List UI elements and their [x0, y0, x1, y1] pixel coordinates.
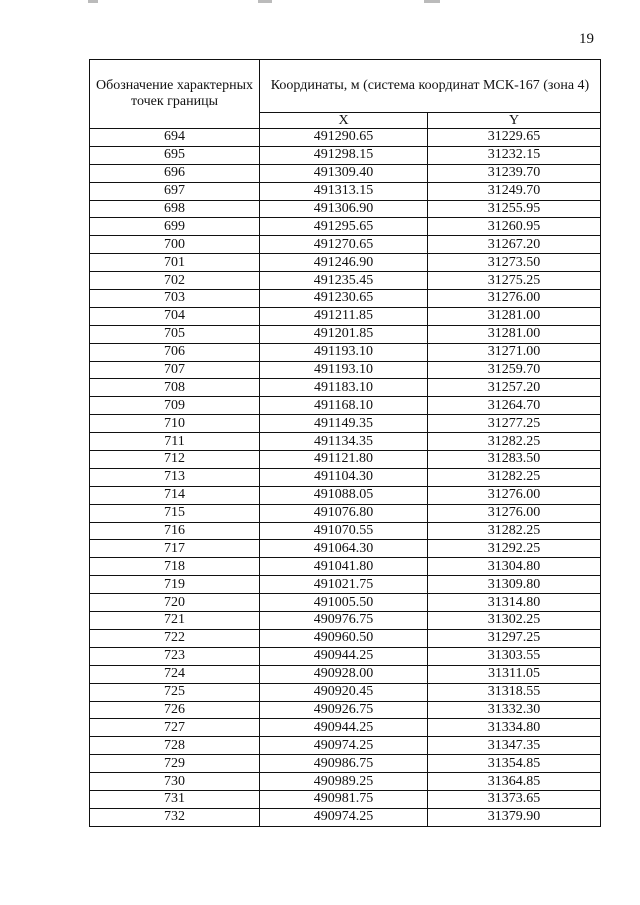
x-coordinate-cell: 491235.45 — [260, 272, 428, 290]
point-id-cell: 695 — [90, 146, 260, 164]
x-coordinate-cell: 491306.90 — [260, 200, 428, 218]
point-id-cell: 697 — [90, 182, 260, 200]
table-row — [90, 486, 601, 504]
y-coordinate-cell: 31282.25 — [428, 522, 601, 540]
x-coordinate-cell: 491183.10 — [260, 379, 428, 397]
header-x: X — [260, 113, 428, 129]
x-coordinate-cell: 491149.35 — [260, 415, 428, 433]
x-coordinate-cell: 491309.40 — [260, 164, 428, 182]
y-coordinate-cell: 31259.70 — [428, 361, 601, 379]
table-row — [90, 343, 601, 361]
point-id-cell: 716 — [90, 522, 260, 540]
x-coordinate-cell: 491070.55 — [260, 522, 428, 540]
x-coordinate-cell: 490981.75 — [260, 790, 428, 808]
table-row — [90, 629, 601, 647]
y-coordinate-cell: 31276.00 — [428, 504, 601, 522]
table-row — [90, 790, 601, 808]
table-row — [90, 218, 601, 236]
y-coordinate-cell: 31309.80 — [428, 576, 601, 594]
x-coordinate-cell: 491298.15 — [260, 146, 428, 164]
y-coordinate-cell: 31314.80 — [428, 594, 601, 612]
y-coordinate-cell: 31318.55 — [428, 683, 601, 701]
point-id-cell: 696 — [90, 164, 260, 182]
point-id-cell: 699 — [90, 218, 260, 236]
point-id-cell: 700 — [90, 236, 260, 254]
point-id-cell: 704 — [90, 307, 260, 325]
point-id-cell: 727 — [90, 719, 260, 737]
point-id-cell: 732 — [90, 808, 260, 826]
scan-edge-marks — [0, 0, 640, 8]
table-row — [90, 701, 601, 719]
x-coordinate-cell: 490974.25 — [260, 808, 428, 826]
x-coordinate-cell: 491088.05 — [260, 486, 428, 504]
y-coordinate-cell: 31281.00 — [428, 307, 601, 325]
point-id-cell: 720 — [90, 594, 260, 612]
point-id-cell: 725 — [90, 683, 260, 701]
point-id-cell: 708 — [90, 379, 260, 397]
table-row — [90, 683, 601, 701]
x-coordinate-cell: 491270.65 — [260, 236, 428, 254]
table-row — [90, 755, 601, 773]
x-coordinate-cell: 490976.75 — [260, 612, 428, 630]
x-coordinate-cell: 491041.80 — [260, 558, 428, 576]
point-id-cell: 729 — [90, 755, 260, 773]
y-coordinate-cell: 31379.90 — [428, 808, 601, 826]
y-coordinate-cell: 31282.25 — [428, 468, 601, 486]
table-row — [90, 540, 601, 558]
table-row — [90, 200, 601, 218]
point-id-cell: 702 — [90, 272, 260, 290]
point-id-cell: 719 — [90, 576, 260, 594]
y-coordinate-cell: 31303.55 — [428, 647, 601, 665]
point-id-cell: 709 — [90, 397, 260, 415]
x-coordinate-cell: 490928.00 — [260, 665, 428, 683]
point-id-cell: 712 — [90, 451, 260, 469]
y-coordinate-cell: 31264.70 — [428, 397, 601, 415]
point-id-cell: 718 — [90, 558, 260, 576]
table-row — [90, 433, 601, 451]
y-coordinate-cell: 31267.20 — [428, 236, 601, 254]
point-id-cell: 707 — [90, 361, 260, 379]
point-id-cell: 721 — [90, 612, 260, 630]
y-coordinate-cell: 31283.50 — [428, 451, 601, 469]
y-coordinate-cell: 31364.85 — [428, 773, 601, 791]
table-row — [90, 236, 601, 254]
y-coordinate-cell: 31273.50 — [428, 254, 601, 272]
point-id-cell: 723 — [90, 647, 260, 665]
y-coordinate-cell: 31334.80 — [428, 719, 601, 737]
table-row — [90, 146, 601, 164]
x-coordinate-cell: 491021.75 — [260, 576, 428, 594]
point-id-cell: 717 — [90, 540, 260, 558]
x-coordinate-cell: 491201.85 — [260, 325, 428, 343]
y-coordinate-cell: 31302.25 — [428, 612, 601, 630]
y-coordinate-cell: 31249.70 — [428, 182, 601, 200]
point-id-cell: 698 — [90, 200, 260, 218]
x-coordinate-cell: 491104.30 — [260, 468, 428, 486]
table-row — [90, 451, 601, 469]
table-row — [90, 290, 601, 308]
table-row — [90, 415, 601, 433]
point-id-cell: 731 — [90, 790, 260, 808]
header-coordinates: Координаты, м (система координат МСК-167 (зона 4) — [260, 60, 601, 113]
x-coordinate-cell: 490926.75 — [260, 701, 428, 719]
point-id-cell: 730 — [90, 773, 260, 791]
table-row — [90, 325, 601, 343]
table-row — [90, 361, 601, 379]
point-id-cell: 724 — [90, 665, 260, 683]
point-id-cell: 715 — [90, 504, 260, 522]
point-id-cell: 722 — [90, 629, 260, 647]
y-coordinate-cell: 31275.25 — [428, 272, 601, 290]
y-coordinate-cell: 31229.65 — [428, 129, 601, 147]
x-coordinate-cell: 491134.35 — [260, 433, 428, 451]
table-row — [90, 558, 601, 576]
y-coordinate-cell: 31292.25 — [428, 540, 601, 558]
point-id-cell: 701 — [90, 254, 260, 272]
header-point-label: Обозначение характерных точек границы — [90, 60, 260, 129]
table-row — [90, 737, 601, 755]
x-coordinate-cell: 491230.65 — [260, 290, 428, 308]
table-row — [90, 576, 601, 594]
table-row — [90, 129, 601, 147]
x-coordinate-cell: 490974.25 — [260, 737, 428, 755]
point-id-cell: 706 — [90, 343, 260, 361]
x-coordinate-cell: 490960.50 — [260, 629, 428, 647]
page-number: 19 — [579, 31, 594, 47]
x-coordinate-cell: 490944.25 — [260, 647, 428, 665]
y-coordinate-cell: 31332.30 — [428, 701, 601, 719]
y-coordinate-cell: 31373.65 — [428, 790, 601, 808]
y-coordinate-cell: 31255.95 — [428, 200, 601, 218]
table-row — [90, 665, 601, 683]
y-coordinate-cell: 31260.95 — [428, 218, 601, 236]
point-id-cell: 728 — [90, 737, 260, 755]
point-id-cell: 710 — [90, 415, 260, 433]
table-row — [90, 307, 601, 325]
x-coordinate-cell: 491005.50 — [260, 594, 428, 612]
table-row — [90, 522, 601, 540]
x-coordinate-cell: 490920.45 — [260, 683, 428, 701]
y-coordinate-cell: 31239.70 — [428, 164, 601, 182]
table-row — [90, 272, 601, 290]
x-coordinate-cell: 491211.85 — [260, 307, 428, 325]
point-id-cell: 714 — [90, 486, 260, 504]
x-coordinate-cell: 491193.10 — [260, 343, 428, 361]
table-row — [90, 612, 601, 630]
y-coordinate-cell: 31257.20 — [428, 379, 601, 397]
y-coordinate-cell: 31277.25 — [428, 415, 601, 433]
x-coordinate-cell: 491290.65 — [260, 129, 428, 147]
x-coordinate-cell: 490989.25 — [260, 773, 428, 791]
table-row — [90, 379, 601, 397]
y-coordinate-cell: 31276.00 — [428, 290, 601, 308]
table-row — [90, 397, 601, 415]
y-coordinate-cell: 31271.00 — [428, 343, 601, 361]
table-row — [90, 594, 601, 612]
x-coordinate-cell: 491246.90 — [260, 254, 428, 272]
point-id-cell: 694 — [90, 129, 260, 147]
y-coordinate-cell: 31311.05 — [428, 665, 601, 683]
x-coordinate-cell: 491121.80 — [260, 451, 428, 469]
x-coordinate-cell: 491295.65 — [260, 218, 428, 236]
x-coordinate-cell: 490944.25 — [260, 719, 428, 737]
coordinates-table — [89, 59, 601, 827]
table-row — [90, 468, 601, 486]
point-id-cell: 713 — [90, 468, 260, 486]
y-coordinate-cell: 31276.00 — [428, 486, 601, 504]
table-row — [90, 808, 601, 826]
table-row — [90, 254, 601, 272]
y-coordinate-cell: 31281.00 — [428, 325, 601, 343]
y-coordinate-cell: 31282.25 — [428, 433, 601, 451]
table-row — [90, 504, 601, 522]
table-row — [90, 182, 601, 200]
x-coordinate-cell: 491064.30 — [260, 540, 428, 558]
point-id-cell: 703 — [90, 290, 260, 308]
x-coordinate-cell: 491313.15 — [260, 182, 428, 200]
y-coordinate-cell: 31304.80 — [428, 558, 601, 576]
x-coordinate-cell: 491076.80 — [260, 504, 428, 522]
point-id-cell: 705 — [90, 325, 260, 343]
point-id-cell: 711 — [90, 433, 260, 451]
x-coordinate-cell: 490986.75 — [260, 755, 428, 773]
x-coordinate-cell: 491168.10 — [260, 397, 428, 415]
table-row — [90, 719, 601, 737]
y-coordinate-cell: 31354.85 — [428, 755, 601, 773]
header-y: Y — [428, 113, 601, 129]
y-coordinate-cell: 31232.15 — [428, 146, 601, 164]
table-row — [90, 773, 601, 791]
x-coordinate-cell: 491193.10 — [260, 361, 428, 379]
y-coordinate-cell: 31297.25 — [428, 629, 601, 647]
table-row — [90, 164, 601, 182]
table-body — [90, 129, 601, 827]
point-id-cell: 726 — [90, 701, 260, 719]
table-row — [90, 647, 601, 665]
y-coordinate-cell: 31347.35 — [428, 737, 601, 755]
